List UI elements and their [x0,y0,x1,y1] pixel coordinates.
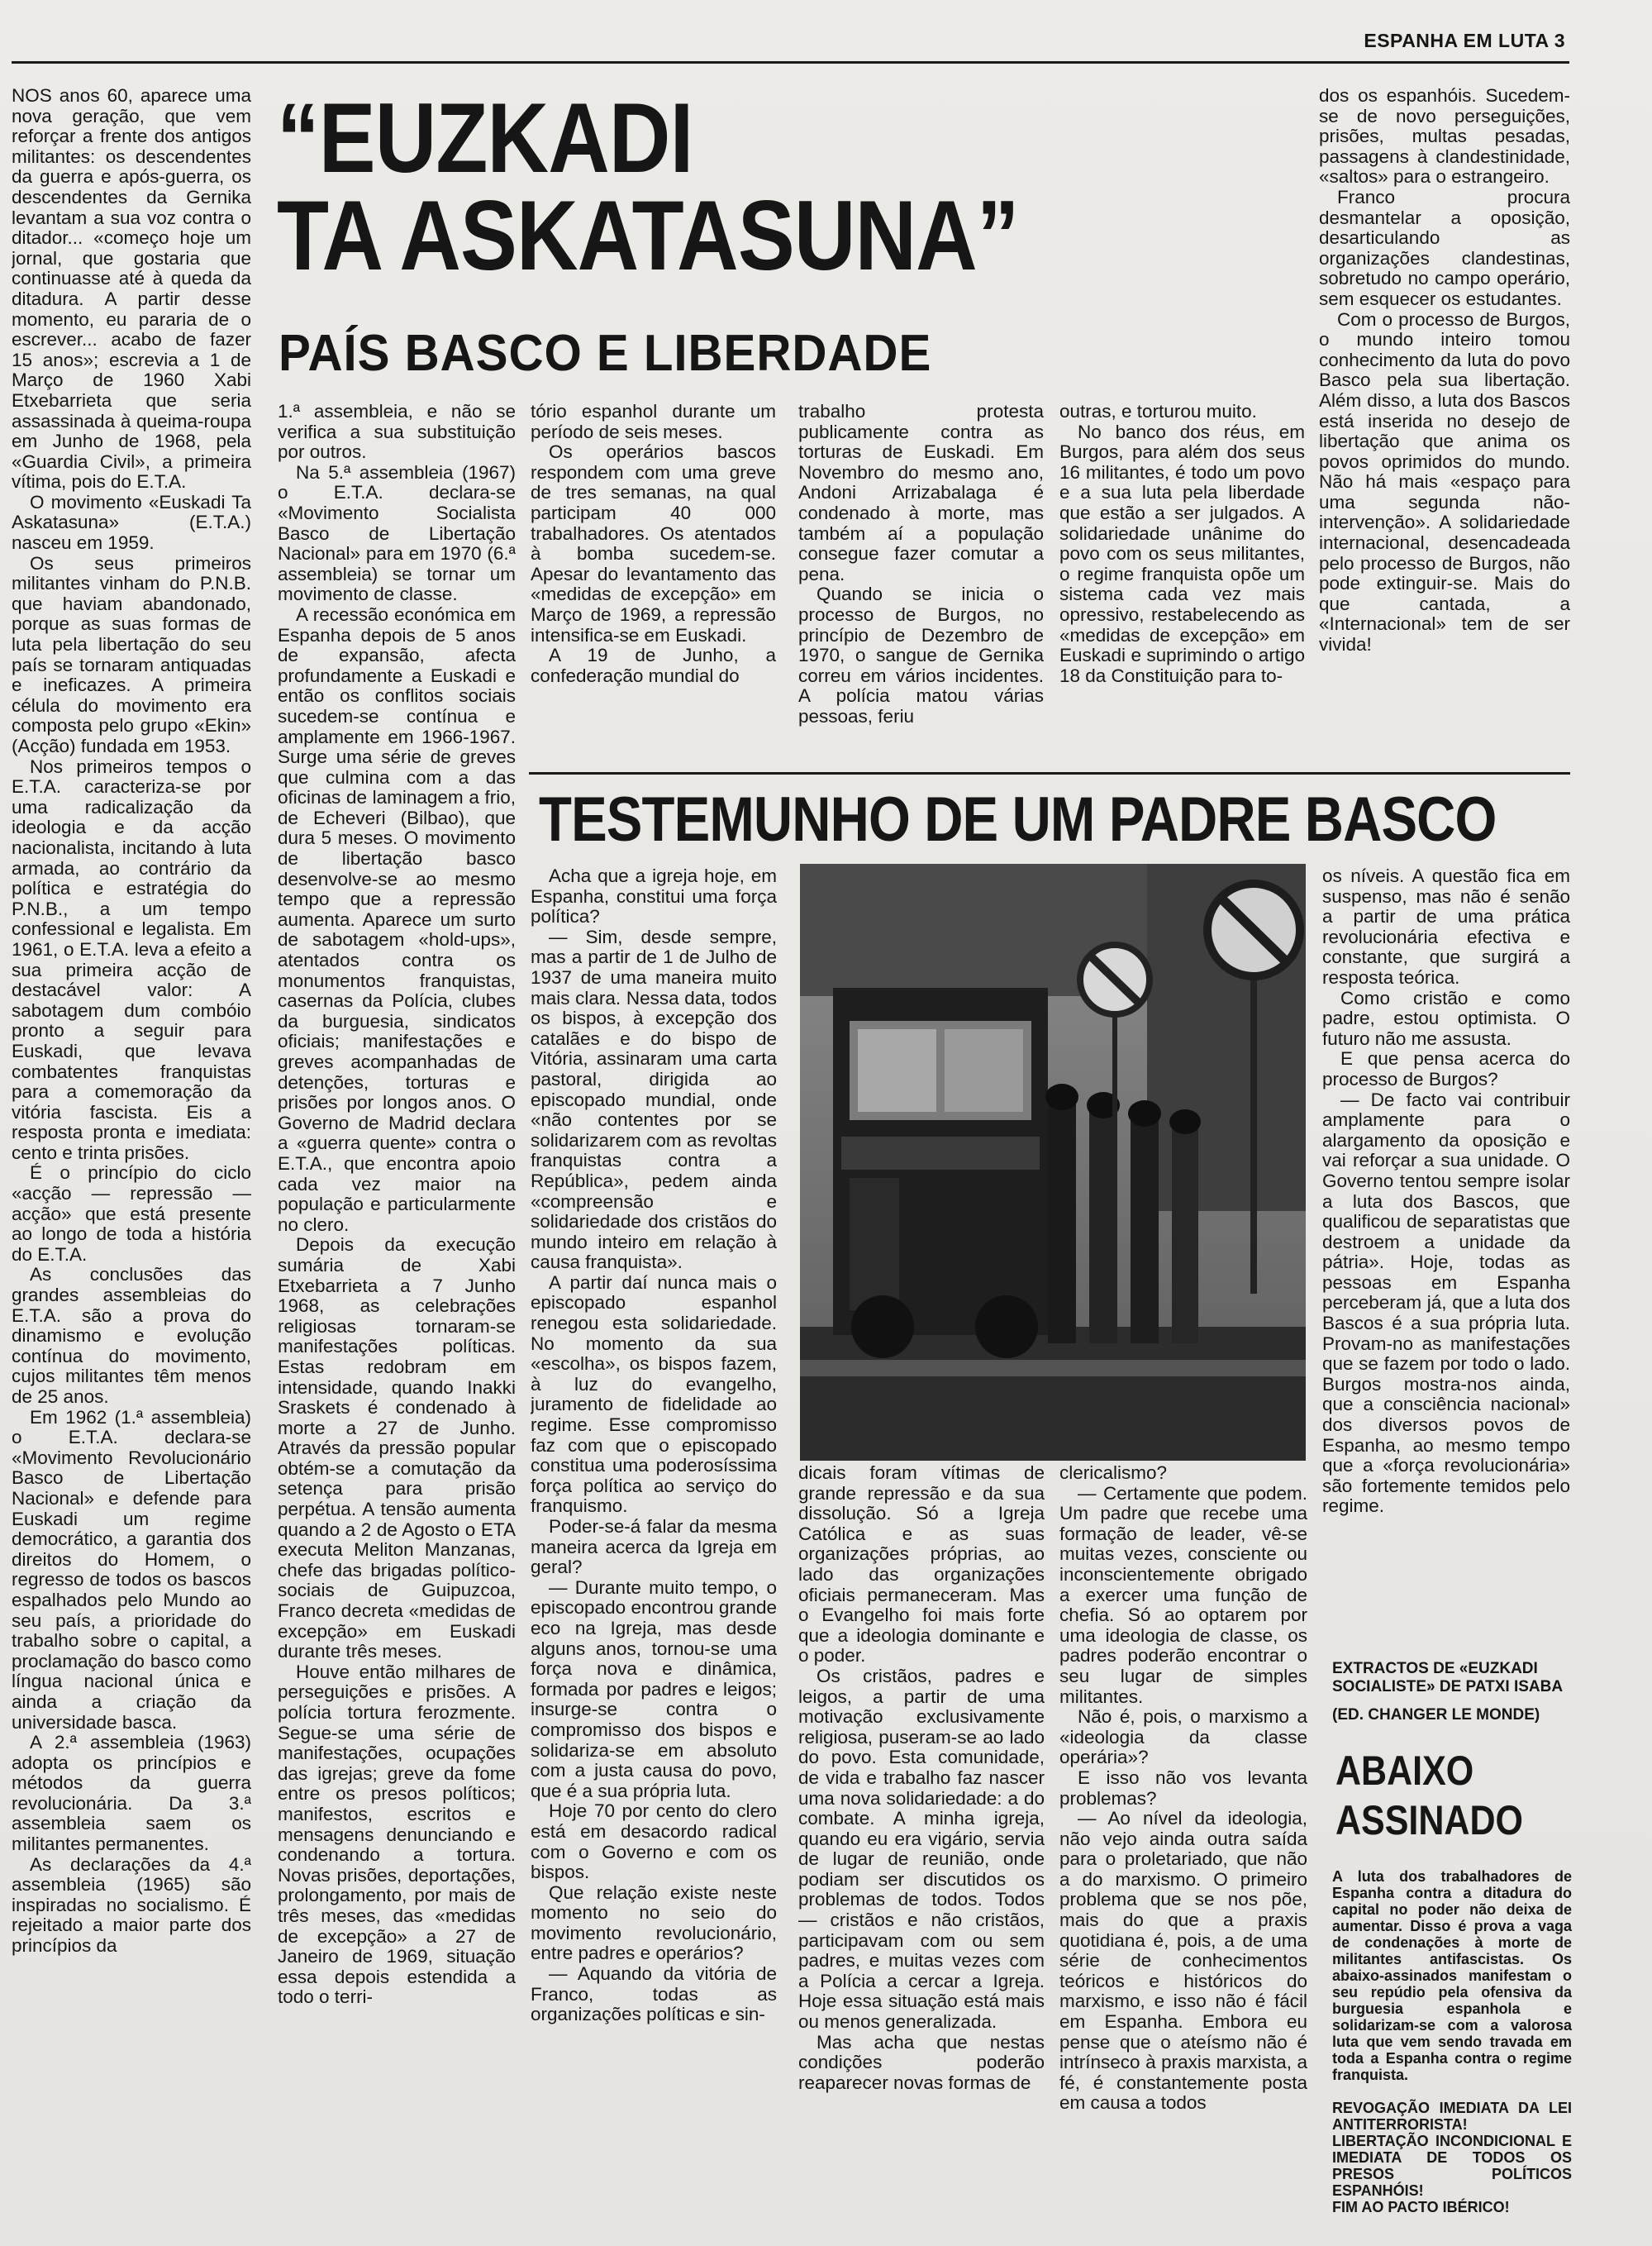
petition-title-line-2: ASSINADO [1335,1797,1523,1843]
paragraph: O movimento «Euskadi Ta Askatasuna» (E.T.A.) nasceu em 1959. [12,491,251,554]
paragraph: clericalismo? [1059,1463,1168,1483]
paragraph: tório espanhol durante um período de seis meses. [531,402,776,442]
paragraph: As declarações da 4.ª assembleia (1965) são inspiradas no socialismo. É rejeitado a maior parte dos princípios da [12,1853,251,1957]
paragraph: A partir daí nunca mais o episcopado espanhol renegou esta solidariedade. No momento da sua «escolha», os bispos fazem, à luz do evangelho, juramento de fidelidade ao regime. Esse compromisso faz com que o episcopado constitua uma poderosíssima força política ao serviço do franquismo. [531,1271,777,1517]
paragraph: — Ao nível da ideologia, não vejo ainda outra saída para o proletariado, que não a do marxismo. O primeiro problema que se nos põe, mais do que a praxis quotidiana é, pois, a de uma série de conhecimentos teóricos e históricos do marxismo, e isso não é fácil em Espanha. Embora eu pense que o ateísmo não é intrínseco à praxis marxista, a fé, é constantemente posta em causa a todos [1059,1808,1307,2114]
source-credit-line-2: (ED. CHANGER LE MONDE) [1332,1706,1540,1724]
paragraph: Quando se inicia o processo de Burgos, no princípio de Dezembro de 1970, o sangue de Gernika correu em vários incidentes. A polícia matou várias pessoas, feriu [798,584,1044,727]
paragraph: Os cristãos, padres e leigos, a partir de uma motivação exclusivamente religiosa, puseram-se ao lado do povo. Esta comunidade, de vida e trabalho faz nascer uma nova solidariedade: a do combate. A minha igreja, quando eu era vigário, servia de lugar de reunião, onde podiam ser discutidos os problemas de todos. Todos — cristãos e não cristãos, participavam com ou sem padres, e muitas vezes com a Polícia a cercar a Igreja. Hoje essa situação está mais ou menos generalizada. [798,1665,1045,2033]
headline [277,83,1059,291]
paragraph: Mas acha que nestas condições poderão reaparecer novas formas de [798,2031,1045,2093]
article-column-5 [1059,402,1305,765]
paragraph: — Durante muito tempo, o episcopado encontrou grande eco na Igreja, mas desde alguns anos, tornou-se uma força nova e dinâmica, formada por padres e leigos; insurge-se contra o compromisso dos bispos e solidariza-se em absoluto com a justa causa do povo, que é a sua própria luta. [531,1576,777,1801]
paragraph: A 2.ª assembleia (1963) adopta os princípios e métodos da guerra revolucionária. Da 3.ª assembleia saem os militantes permanentes. [12,1732,251,1855]
petition-title [1335,1746,1523,1845]
source-credit [1332,1660,1570,1724]
paragraph: trabalho protesta publicamente contra as torturas de Euskadi. Em Novembro do mesmo ano, Andoni Arrizabalaga é condenado à morte, mas também aí a população consegue fazer comutar a pena. [798,402,1044,584]
paragraph: — Aquando da vitória de Franco, todas as organizações políticas e sin- [531,1963,777,2025]
paragraph: — Certamente que podem. Um padre que recebe uma formação de leader, vê-se muitas vezes, consciente ou inconscientemente obrigado a exercer uma função de chefia. Só ao optarem por uma ideologia de classe, os padres poderão encontrar o seu lugar de simples militantes. [1059,1482,1307,1707]
paragraph: Nos primeiros tempos o E.T.A. caracteriza-se por uma radicalização da ideologia e da acção nacionalista, incitando à luta armada, ao contrário da política e estratégia do P.N.B., a um tempo confessional e legalista. Em 1961, o E.T.A. leva a efeito a sua primeira acção de destacável valor: A sabotagem dum combóio pronto a seguir para Euskadi, que levava combatentes franquistas para a comemoração da vitória fascista. Eis a resposta pronta e imediata: cento e trinta prisões. [12,756,251,1163]
paragraph: Acha que a igreja hoje, em Espanha, constitui uma força política? [531,866,777,927]
paragraph: — De facto vai contribuir amplamente para o alargamento da oposição e vai reforçar a sua unidade. O Governo tentou sempre isolar a luta dos Bascos, que qualificou de separatistas que destroem a unidade da pátria». Hoje, todas as pessoas em Espanha perceberam já, que a luta dos Bascos é a sua própria luta. Provam-no as manifestações que se fazem por todo o lado. Burgos mostra-nos ainda, que a consciência nacional» dos diversos povos de Espanha, ao mesmo tempo que a «força revolucionária» são fortemente temidos pelo regime. [1322,1089,1570,1517]
interview-column-2 [798,1463,1045,2240]
paragraph: Hoje 70 por cento do clero está em desacordo radical com o Governo e com os bispos. [531,1800,777,1883]
paragraph: É o princípio do ciclo «acção — repressão — acção» que está presente ao longo de toda a história do E.T.A. [12,1162,251,1265]
interview-column-4 [1322,866,1570,1635]
petition-demands [1332,2100,1572,2215]
article-column-2 [278,402,516,2237]
paragraph: Que relação existe neste momento no seio do movimento revolucionário, entre padres e operários? [531,1881,777,1964]
subheadline: PAÍS BASCO E LIBERDADE [279,325,932,382]
petition-demand: REVOGAÇÃO IMEDIATA DA LEI ANTITERRORISTA! [1332,2100,1572,2133]
paragraph: No banco dos réus, em Burgos, para além dos seus 16 militantes, é todo um povo e a sua luta pela liberdade que estão a ser julgados. A solidariedade unânime do povo com os seus militantes, o regime franquista opõe um sistema cada vez mais opressivo, restabelecendo as «medidas de excepção» em Euskadi e suprimindo o artigo 18 da Constituição para to- [1059,421,1305,686]
article-column-1 [12,86,251,2235]
paragraph: As conclusões das grandes assembleias do E.T.A. são a prova do dinamismo e evolução contínua do movimento, cujos militantes têm menos de 25 anos. [12,1264,251,1407]
paragraph: E isso não vos levanta problemas? [1059,1767,1307,1809]
photo-illustration [800,864,1306,1461]
paragraph: Houve então milhares de perseguições e prisões. A polícia tortura ferozmente. Segue-se uma série de manifestações, ocupações das igrejas; greve da fome entre os presos políticos; manifestos, escritos e mensagens denunciando e condenando a tortura. Novas prisões, deportações, prolongamento, por mais de três meses, das «medidas de excepção» a 27 de Janeiro de 1969, situação essa depois estendida a todo o terri- [278,1661,516,2008]
paragraph: NOS anos 60, aparece uma nova geração, que vem reforçar a frente dos antigos militantes: os descendentes da guerra e após-guerra, os descendentes da Gernika levantam a sua voz contra o ditador... «começo hoje um jornal, que gostaria que continuasse até à queda da ditadura. A partir desse momento, eu pararia de o escrever... acabo de fazer 15 anos»; escrevia a 1 de Março de 1960 Xabi Etxebarrieta que seria assassinada à queima-roupa em Junho de 1968, pela «Guardia Civil», a primeira vítima, pois do E.T.A. [12,86,251,493]
paragraph: Os seus primeiros militantes vinham do P.N.B. que haviam abandonado, porque as suas formas de luta pela libertação do seu país se tornaram antiquadas e ineficazes. A primeira célula do movimento era composta pelo grupo «Ekin» (Acção) fundada em 1953. [12,552,251,756]
interview-column-1 [531,866,777,2239]
petition-title-line-1: ABAIXO [1335,1748,1474,1794]
paragraph: Não é, pois, o marxismo a «ideologia da classe operária»? [1059,1706,1307,1768]
paragraph: dos os espanhóis. Sucedem-se de novo perseguições, prisões, multas pesadas, passagens à clandestinidade, «saltos» para o estrangeiro. [1319,86,1570,188]
source-credit-line-1: EXTRACTOS DE «EUZKADI SOCIALISTE» DE PATXI ISABA [1332,1660,1564,1695]
article-column-4 [798,402,1044,765]
paragraph: Os operários bascos respondem com uma greve de tres semanas, na qual participam 40 000 trabalhadores. Os atentados à bomba sucedem-se. Apesar do levantamento das «medidas de excepção» em Março de 1969, a repressão intensifica-se em Euskadi. [531,441,776,646]
interview-title: TESTEMUNHO DE UM PADRE BASCO [539,784,1497,855]
paragraph: os níveis. A questão fica em suspenso, mas não é senão a partir de uma prática revolucionária efectiva e constante, que surgirá a resposta teórica. [1322,866,1570,988]
article-column-6 [1319,86,1570,767]
paragraph: Com o processo de Burgos, o mundo inteiro tomou conhecimento da luta do povo Basco pela sua libertação. Além disso, a luta dos Bascos está inserida no desejo de libertação que anima os povos oprimidos do mundo. Não há mais «espaço para uma segunda não-intervenção». A solidariedade internacional, desencadeada pelo processo de Burgos, não pode extinguir-se. Mais do que cantada, a «Internacional» tem de ser vivida! [1319,308,1570,656]
interview-column-3 [1059,1463,1307,2240]
paragraph: dicais foram vítimas de grande repressão e da sua dissolução. Só a Igreja Católica e as suas organizações próprias, ao lado das organizações oficiais permaneceram. Mas o Evangelho foi mais forte que a ideologia dominante e o poder. [798,1463,1045,1667]
paragraph: Na 5.ª assembleia (1967) o E.T.A. declara-se «Movimento Socialista Basco de Libertação Nacional» para em 1970 (6.ª assembleia) se tornar um movimento de classe. [278,461,516,605]
paragraph: A 19 de Junho, a confederação mundial do [531,645,776,686]
paragraph: Como cristão e como padre, estou optimista. O futuro não me assusta. [1322,987,1570,1049]
paragraph: outras, e torturou muito. [1059,402,1257,422]
headline-line-1: “EUZKADI [277,83,693,193]
military-truck-and-soldiers-photo [800,864,1306,1461]
running-head: ESPANHA EM LUTA 3 [1364,30,1565,51]
paragraph: Franco procura desmantelar a oposição, desarticulando as organizações clandestinas, sobretudo no campo operário, sem esquecer os estudantes. [1319,186,1570,309]
top-rule [12,61,1569,64]
article-column-3 [531,402,776,765]
petition-demand: LIBERTAÇÃO INCONDICIONAL E IMEDIATA DE TODOS OS PRESOS POLÍTICOS ESPANHÓIS! [1332,2133,1572,2199]
petition-body: A luta dos trabalhadores de Espanha contra a ditadura do capital no poder não deixa de aumentar. Disso é prova a vaga de condenações à morte de militantes antifascistas. Os abaixo-assinados manifestam o seu repúdio pela ofensiva da burguesia espanhola e solidarizam-se com a valorosa luta que vem sendo travada em toda a Espanha contra o regime franquista. [1332,1868,1572,2083]
paragraph: Poder-se-á falar da mesma maneira acerca da Igreja em geral? [531,1516,777,1578]
paragraph: Depois da execução sumária de Xabi Etxebarrieta a 7 Junho 1968, as celebrações religiosas tornaram-se manifestações políticas. Estas redobram em intensidade, quando Inakki Sraskets é condenado à morte a 27 de Junho. Através da pressão popular obtém-se a comutação da setença para prisão perpétua. A tensão aumenta quando a 2 de Agosto o ETA executa Meliton Manzanas, chefe das brigadas político-sociais de Guipuzcoa, Franco decreta «medidas de excepção» em Euskadi durante três meses. [278,1234,516,1662]
paragraph: Em 1962 (1.ª assembleia) o E.T.A. declara-se «Movimento Revolucionário Basco de Libertação Nacional» e defende para Euskadi um regime democrático, a garantia dos direitos do Homem, o regresso de todos os bascos espalhados pelo Mundo ao seu país, a prioridade do trabalho sobre o capital, a proclamação do basco como língua nacional única e ainda a criação da universidade basca. [12,1406,251,1733]
section-rule [529,772,1570,775]
paragraph: — Sim, desde sempre, mas a partir de 1 de Julho de 1937 de uma maneira muito mais clara. Nessa data, todos os bispos, à excepção dos catalães e do bispo de Vitória, assinaram uma carta pastoral, dirigida ao episcopado mundial, onde «não contentes por se solidarizarem com as revoltas franquistas contra a República», pedem ainda «compreensão e solidariedade dos cristãos do mundo inteiro em relação à causa franquista». [531,926,777,1273]
paragraph: E que pensa acerca do processo de Burgos? [1322,1048,1570,1090]
paragraph: 1.ª assembleia, e não se verifica a sua substituição por outros. [278,402,516,463]
petition-demand: FIM AO PACTO IBÉRICO! [1332,2199,1510,2215]
headline-line-2: TA ASKATASUNA” [277,180,1019,291]
paragraph: A recessão económica em Espanha depois de 5 anos de expansão, afecta profundamente a Euskadi e então os conflitos sociais sucedem-se contínua e amplamente em 1966-1967. Surge uma série de greves que culmina com a das oficinas de laminagem a frio, de Echeveri (Bilbao), que dura 5 meses. O movimento de libertação basco desenvolve-se ao mesmo tempo que a repressão aumenta. Aparece um surto de sabotagem «hold-ups», atentados contra os monumentos franquistas, casernas da Polícia, clubes da burguesia, sindicatos oficiais; manifestações e greves acompanhadas de detenções, torturas e prisões por longos anos. O Governo de Madrid declara a «guerra quente» contra o E.T.A., que encontra apoio cada vez maior na população e particularmente no clero. [278,603,516,1235]
